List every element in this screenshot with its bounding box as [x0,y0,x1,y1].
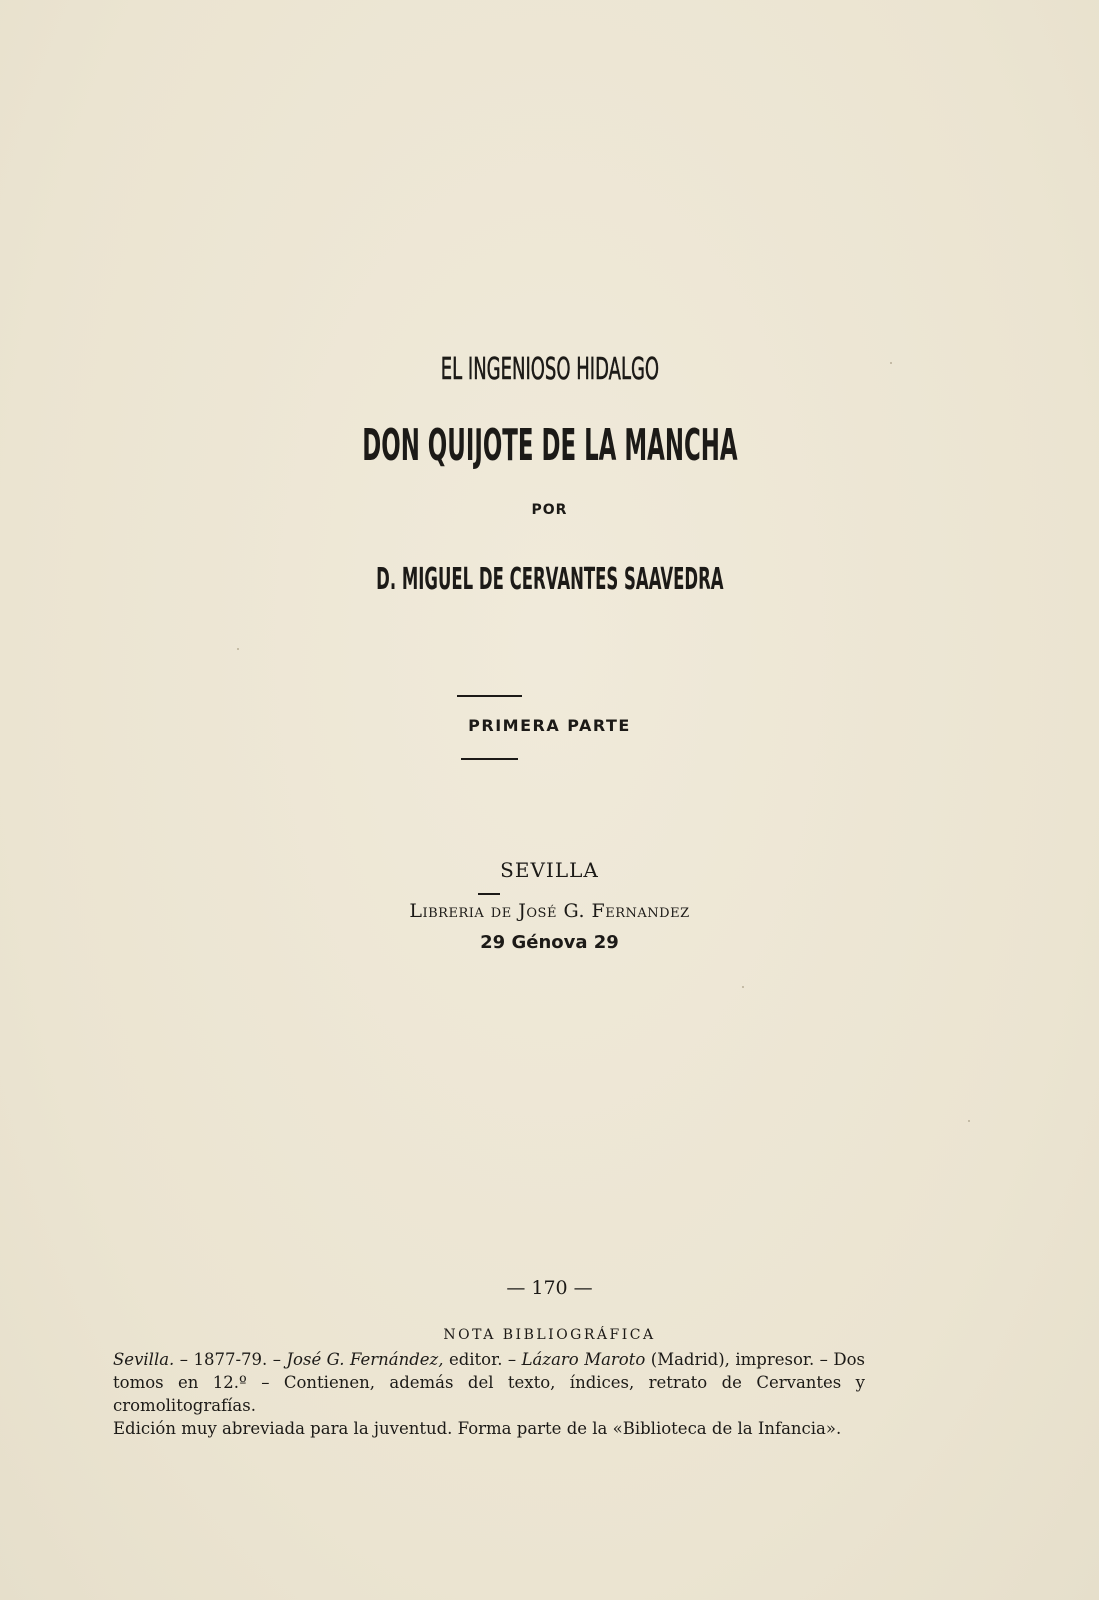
imprint-publisher: Libreria de José G. Fernandez [409,900,690,922]
note-printer-role: (Madrid), impresor. – Dos tomos en 12.º – Contienen, además del texto, índices, retrato de Cervantes y cromolitografías. [113,1350,865,1415]
note-publisher-role: editor. – [443,1350,522,1369]
note-place: Sevilla. [113,1350,175,1369]
note-body [113,1348,865,1440]
paper-speck [968,1120,970,1122]
title-line-1 [0,352,1099,387]
part-label: PRIMERA PARTE [468,716,631,735]
author-name-text: D. MIGUEL DE CERVANTES SAAVEDRA [375,562,724,597]
divider-top [457,695,522,697]
page-number: — 170 — [506,1277,593,1299]
note-dates: – 1877-79. – [174,1350,287,1369]
divider-bottom [461,758,518,760]
divider-city [478,893,500,895]
paper-speck [890,362,892,364]
author-name [0,562,1099,597]
paper-speck [237,648,239,650]
imprint-city: SEVILLA [500,858,599,882]
imprint-address: 29 Génova 29 [480,932,619,953]
title-line-1-text: EL INGENIOSO HIDALGO [440,352,659,387]
note-paragraph-2: Edición muy abreviada para la juventud. Forma parte de la «Biblioteca de la Infancia». [113,1419,842,1438]
title-line-2 [0,420,1099,471]
note-publisher-name: José G. Fernández, [286,1350,444,1369]
note-heading: NOTA BIBLIOGRÁFICA [443,1327,656,1343]
note-paragraph-1 [113,1348,865,1417]
note-printer-name: Lázaro Maroto [521,1350,646,1369]
title-line-2-text: DON QUIJOTE DE LA MANCHA [361,420,738,471]
paper-speck [742,986,744,988]
byline-por: POR [531,502,568,518]
